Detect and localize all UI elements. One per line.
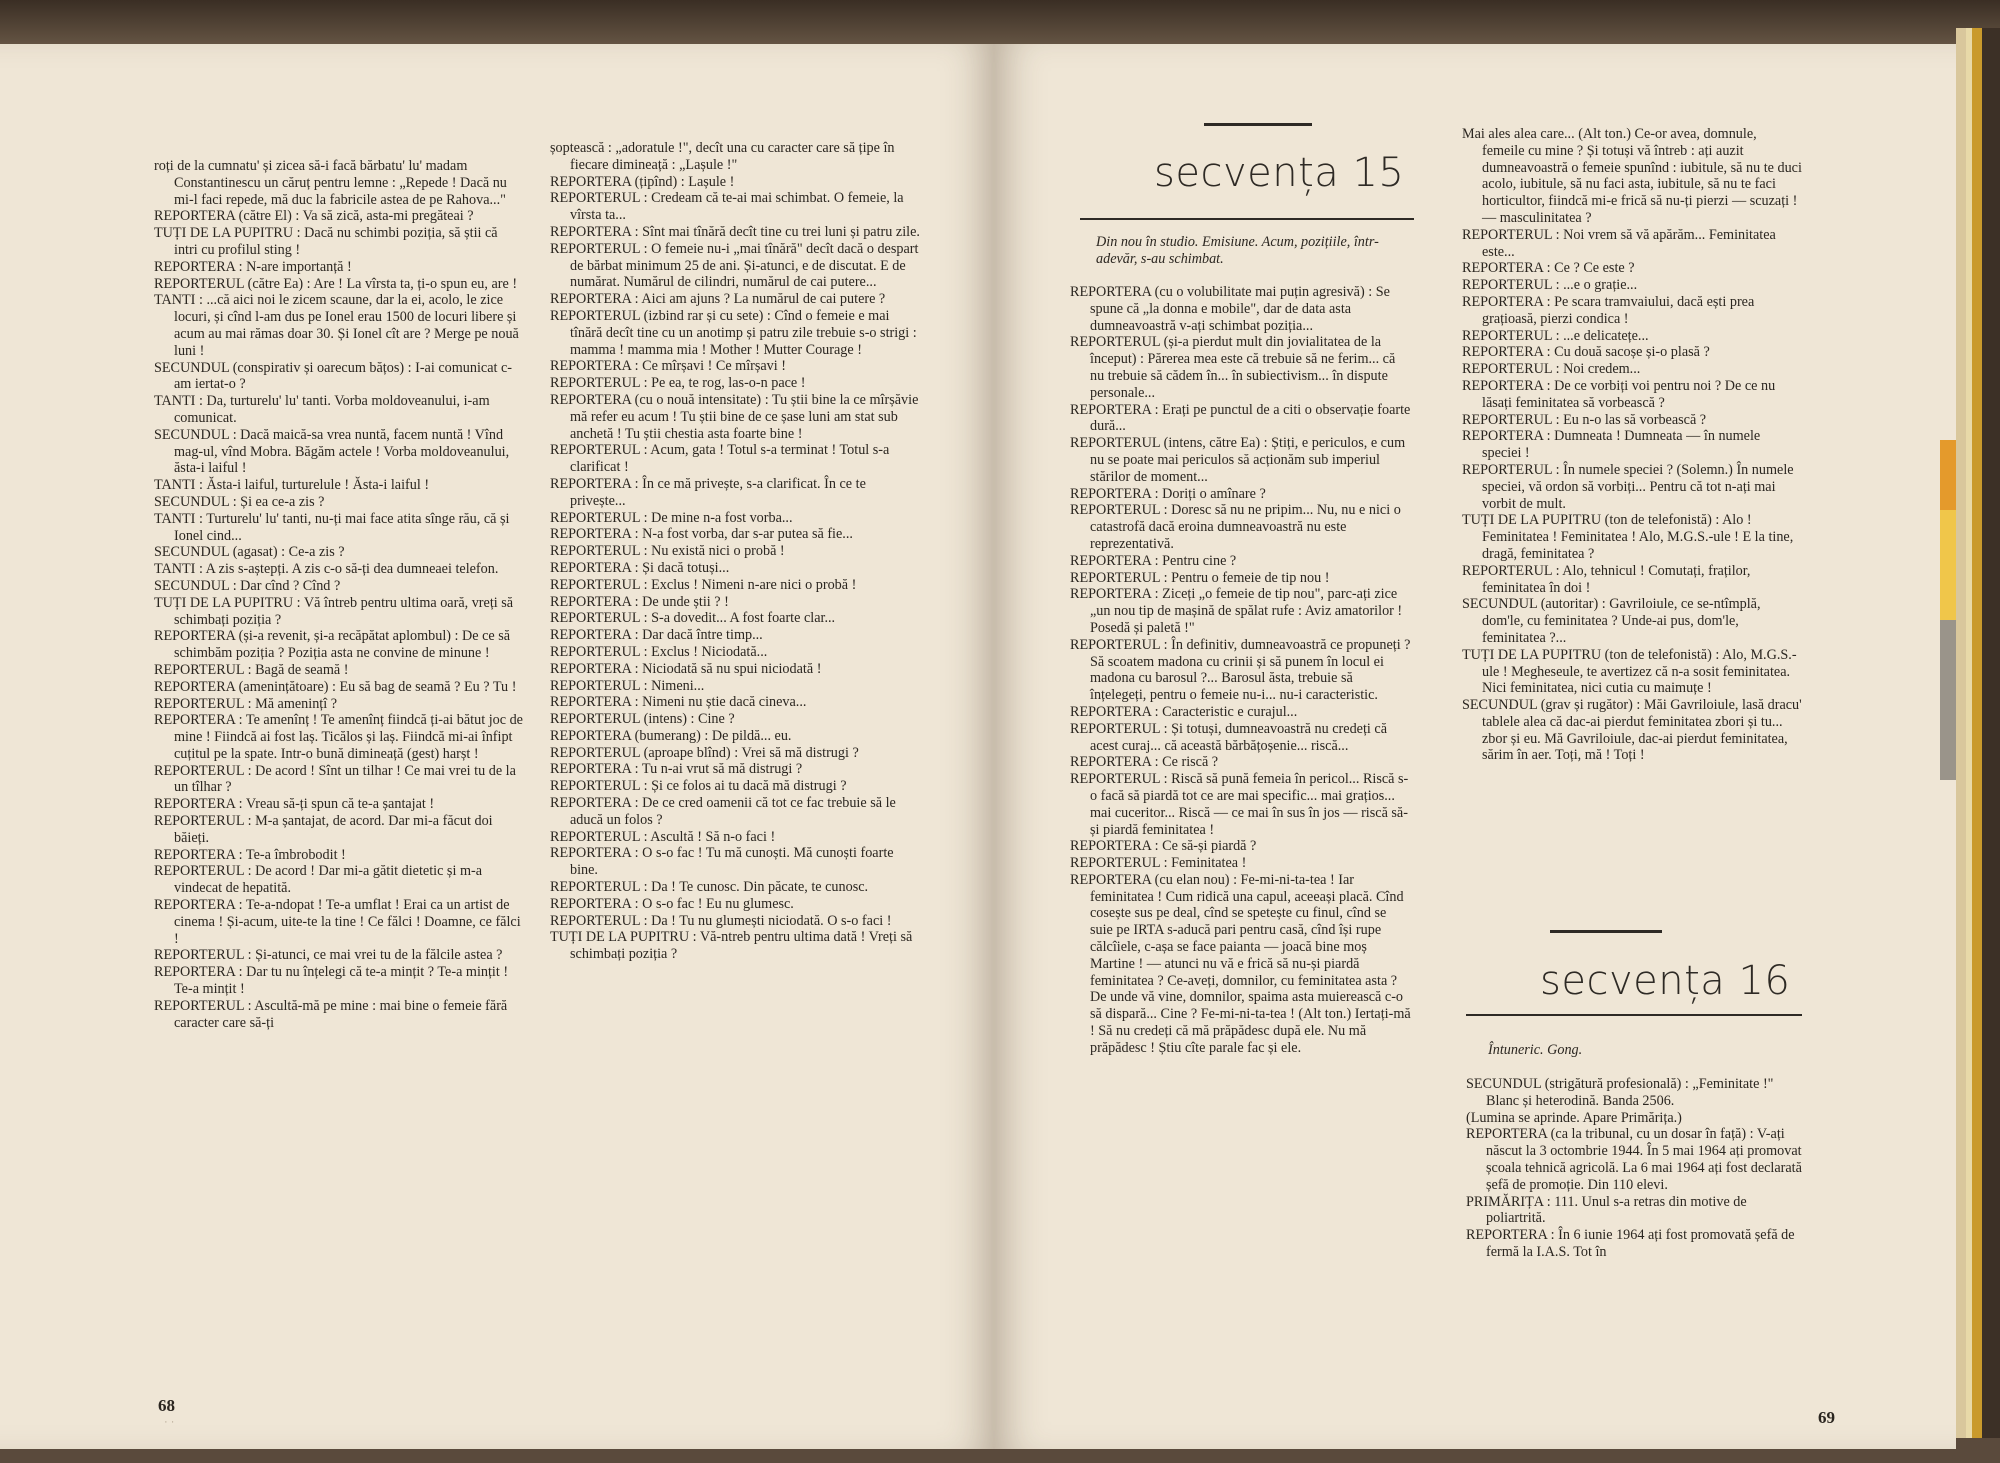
dialogue-line: REPORTERA (cu o volubilitate mai puțin agresivă) : Se spune că „la donna e mobile", dar de data asta dumneavoastră v-ați schimbat poziția... [1070,284,1390,334]
dialogue-line: REPORTERA : Dar tu nu înțelegi că te-a mințit ? Te-a mințit ! Te-a mințit ! [154,964,509,998]
dialogue-line: TUȚI DE LA PUPITRU : Vă întreb pentru ultima oară, vreți să schimbați poziția ? [154,594,514,628]
dialogue-line: REPORTERA : N-a fost vorba, dar s-ar putea să fie... [550,526,853,543]
color-tab-yellow [1940,510,1956,620]
dialogue-line: REPORTERUL (către Ea) : Are ! La vîrsta ta, ți-o spun eu, are ! [154,275,518,292]
dialogue-line: REPORTERUL : Pe ea, te rog, las-o-n pace ! [550,375,806,392]
dialogue-line: REPORTERUL : Nu există nici o probă ! [550,543,785,560]
dialogue-line: REPORTERUL : Și totuși, dumneavoastră nu credeți că acest curaj... că această bărbățoșenie... riscă... [1070,720,1387,754]
seq15-intro: Din nou în studio. Emisiune. Acum, pozițiile, într-adevăr, s-au schimbat. [1096,234,1379,267]
dialogue-line: REPORTERA : Și dacă totuși... [550,559,730,576]
seq16-text [1466,1076,1802,1261]
dialogue-line: TANTI : ...că aici noi le zicem scaune, dar la ei, acolo, le zice locuri, și cînd l-am dus pe Ionel erau 1500 de locuri libere și acum au mai rămas doar 30. Și Ionel cît are ? Merge pe nouă luni ! [154,292,519,359]
dialogue-line: REPORTERA : Pe scara tramvaiului, dacă ești prea grațioasă, pierzi condica ! [1462,293,1755,327]
dialogue-line: REPORTERA : Vreau să-ți spun că te-a șantajat ! [154,796,435,813]
dialogue-line: REPORTERUL : Alo, tehnicul ! Comutați, fraților, feminitatea în doi ! [1462,562,1751,596]
bookmark-ribbon [1972,28,1982,1438]
dialogue-line: REPORTERUL : Ascultă ! Să n-o faci ! [550,828,776,845]
dialogue-line: REPORTERA (țipînd) : Lașule ! [550,173,735,190]
seq16-intro: Întuneric. Gong. [1488,1042,1583,1058]
dialogue-line: REPORTERA : Sînt mai tînără decît tine cu trei luni și patru zile. [550,223,920,240]
seq15-heading: secvența 15 [1154,150,1405,196]
dialogue-line: REPORTERUL : Da ! Te cunosc. Din păcate, te cunosc. [550,879,869,896]
dialogue-line: REPORTERA (cu o nouă intensitate) : Tu știi bine la ce mîrșăvie mă refer eu acum ! Tu știi bine de ce șase luni am stat sub anchetă ! Tu știi chestia asta foarte bine ! [550,391,919,442]
right-column-1 [1070,284,1412,1057]
dialogue-line: (Lumina se aprinde. Apare Primărița.) [1466,1109,1682,1126]
dialogue-line: REPORTERUL : Credeam că te-ai mai schimbat. O femeie, la vîrsta ta... [550,190,904,224]
dialogue-line: REPORTERUL (aproape blînd) : Vrei să mă distrugi ? [550,744,859,761]
dialogue-line: REPORTERA : De ce vorbiți voi pentru noi ? De ce nu lăsați feminitatea să vorbească ? [1462,377,1776,411]
dialogue-line: REPORTERUL : Eu n-o las să vorbească ? [1462,411,1707,428]
dialogue-line: REPORTERA : Te-a îmbrobodit ! [154,846,346,863]
dialogue-line: REPORTERA (către El) : Va să zică, asta-mi pregăteai ? [154,208,474,225]
dialogue-line: SECUNDUL (grav și rugător) : Măi Gavriloiule, lasă dracu' tablele alea că dac-ai pierdut feminitatea zbori și tu... zbor și eu. Mă Gavriloiule, dac-ai pierdut feminitatea, sărim în aer. Toți, mă ! Toți ! [1462,697,1802,764]
dialogue-line: REPORTERUL : Pentru o femeie de tip nou ! [1070,569,1330,586]
dialogue-line: PRIMĂRIȚA : 111. Unul s-a retras din motive de poliartrită. [1466,1193,1747,1227]
dialogue-line: REPORTERUL : M-a șantajat, de acord. Dar mi-a făcut doi băieți. [154,813,493,846]
dialogue-line: SECUNDUL : Dar cînd ? Cînd ? [154,577,341,594]
dialogue-line: REPORTERUL : Acum, gata ! Totul s-a terminat ! Totul s-a clarificat ! [550,442,890,476]
dialogue-line: REPORTERA : De unde știi ? ! [550,593,729,610]
color-tab-orange [1940,440,1956,510]
dialogue-line: TANTI : Da, turturelu' lu' tanti. Vorba moldoveanului, i-am comunicat. [154,393,490,426]
dialogue-line: REPORTERUL : Bagă de seamă ! [154,661,349,678]
dialogue-line: REPORTERUL : Riscă să pună femeia în pericol... Riscă s-o facă să piardă tot ce are mai specific... mai grațios... mai cuceritor... Riscă — ce mai în sus în jos — riscă să-și piardă feminitatea ! [1070,771,1409,838]
dialogue-line: SECUNDUL (conspirativ și oarecum bățos) : I-ai comunicat c-am iertat-o ? [154,359,512,393]
dialogue-line: TANTI : Ăsta-i laiful, turturelule ! Ăsta-i laiful ! [154,477,430,494]
page-edges [1956,28,1966,1438]
dialogue-line: REPORTERUL : În numele speciei ? (Solemn.) În numele speciei, vă ordon să vorbiți... Pentru că tot n-ați mai vorbit de mult. [1462,461,1794,512]
dialogue-line: REPORTERUL : Și-atunci, ce mai vrei tu de la fălcile astea ? [154,947,503,964]
dialogue-line: REPORTERA (și-a revenit, și-a recăpătat aplombul) : De ce să schimbăm poziția ? Poziția asta ne convine de minune ! [154,628,511,662]
dialogue-line: REPORTERA : Ce mîrșavi ! Ce mîrșavi ! [550,358,786,375]
seq16-underline [1466,1014,1802,1016]
print-smudge: · · [164,1416,175,1428]
dialogue-line: șoptească : „adoratule !", decît una cu caracter care să țipe în fiecare dimineață : „Lașule !" [550,140,895,173]
dialogue-line: REPORTERUL : În definitiv, dumneavoastră ce propuneți ? Să scoatem madona cu crinii și să punem în locul ei madona cu barosul ?... Barosul ăsta, trebuie să înțelegeți, pentru o femeie nu-i... nu-i caracteristic. [1070,636,1411,704]
dialogue-line: REPORTERA : Aici am ajuns ? La numărul de cai putere ? [550,291,886,308]
dialogue-line: REPORTERA : Dar dacă între timp... [550,627,763,644]
dialogue-line: TUȚI DE LA PUPITRU : Dacă nu schimbi poziția, să știi că intri cu profilul sting ! [154,225,498,258]
dialogue-line: SECUNDUL (strigătură profesională) : „Feminitate !" Blanc și heterodină. Banda 2506. [1466,1076,1774,1109]
dialogue-line: REPORTERUL : De acord ! Dar mi-a gătit dietetic și m-a vindecat de hepatită. [154,863,482,897]
seq15-rule [1204,123,1312,126]
dialogue-line: REPORTERA (amenințătoare) : Eu să bag de seamă ? Eu ? Tu ! [154,678,517,695]
book-cover-edge [1982,28,2000,1438]
seq16-heading: secvența 16 [1540,958,1791,1004]
dialogue-line: REPORTERUL : Noi credem... [1462,361,1641,378]
dialogue-line: REPORTERA : În ce mă privește, s-a clarificat. În ce te privește... [550,475,866,509]
dialogue-line: REPORTERA : Erați pe punctul de a citi o observație foarte dură... [1070,401,1411,435]
dialogue-line: SECUNDUL (agasat) : Ce-a zis ? [154,544,345,561]
dialogue-line: REPORTERA : De ce cred oamenii că tot ce fac trebuie să le aducă un folos ? [550,795,896,828]
page-number-right: 69 [1818,1408,1835,1427]
dialogue-line: REPORTERUL : Da ! Tu nu glumești niciodată. O s-o faci ! [550,912,892,929]
dialogue-line: roți de la cumnatu' și zicea să-i facă bărbatu' lu' madam Constantinescu un căruț pentru lemne : „Repede ! Dacă nu mi-l faci repede, mă duc la fabricile astea de pe Rahova..." [154,158,507,208]
dialogue-line: TUȚI DE LA PUPITRU (ton de telefonistă) : Alo ! Feminitatea ! Feminitatea ! Alo, M.G.S.-ule ! E la tine, dragă, feminitatea ? [1462,512,1794,562]
dialogue-line: REPORTERUL : Exclus ! Niciodată... [550,643,768,660]
dialogue-line: REPORTERA : Ce să-și piardă ? [1070,838,1257,855]
page-number-left: 68 [158,1396,175,1415]
dialogue-line: REPORTERUL : Mă amenințî ? [154,695,338,712]
dialogue-line: REPORTERA : Cu două sacoșe și-o plasă ? [1462,344,1710,361]
dialogue-line: REPORTERA (cu elan nou) : Fe-mi-ni-ta-tea ! Iar feminitatea ! Cum ridică una capul, aceeași placă. Cînd cosește sus pe deal, cînd se spetește cu finul, cînd se suie pe IRTA s-aducă pari pentru casă, cînd își rupe călcîiele, c-așa se face paianta — joacă bine moș Martine ! — atunci nu vă e frică să nu-și piardă feminitatea ? Ce-aveți, domnilor, cu feminitatea asta ? De unde vă vine, domnilor, spaima asta muierească c-o să dispară... Cine ? Fe-mi-ni-ta-tea ! (Alt ton.) Iertați-mă ! Să nu credeți că mă prăpădesc după ele. Nu mă prăpădesc ! Știu cîte parale fac și ele. [1070,871,1411,1056]
dialogue-line: REPORTERUL : ...e o grație... [1462,277,1638,294]
seq15-underline [1080,218,1414,220]
dialogue-line: REPORTERA : Ce ? Ce este ? [1462,260,1635,277]
dialogue-line: REPORTERUL (intens, către Ea) : Știți, e periculos, e cum nu se poate mai periculos să acționăm sub imperiul stărilor de moment... [1070,435,1406,485]
dialogue-line: REPORTERUL : Și ce folos ai tu dacă mă distrugi ? [550,778,847,795]
dialogue-line: TANTI : A zis s-aștepți. A zis c-o să-ți dea dumneaei telefon. [154,561,499,578]
dialogue-line: SECUNDUL : Și ea ce-a zis ? [154,493,325,510]
dialogue-line: REPORTERA : Ziceți „o femeie de tip nou", parc-ați zice „un nou tip de mașină de spălat rufe : Aviz amatorilor ! Posedă și paletă !" [1070,586,1403,636]
dialogue-line: REPORTERA : Tu n-ai vrut să mă distrugi ? [550,761,803,778]
dialogue-line: REPORTERA : Caracteristic e curajul... [1070,703,1298,720]
left-page [0,44,994,1449]
left-column-1 [154,158,524,1031]
dialogue-line: REPORTERUL : Nimeni... [550,677,705,694]
dialogue-line: REPORTERA : N-are importanță ! [154,258,352,275]
right-column-2 [1462,126,1802,764]
dialogue-line: REPORTERUL : ...e delicatețe... [1462,327,1649,344]
dialogue-line: REPORTERA : Te-a-ndopat ! Te-a umflat ! Erai ca un artist de cinema ! Și-acum, uite-te la tine ! Ce fălci ! Doamne, ce fălci ! [154,897,521,947]
dialogue-line: REPORTERA : Nimeni nu știe dacă cineva... [550,694,807,711]
dialogue-line: REPORTERA : Pentru cine ? [1070,552,1237,569]
dialogue-line: REPORTERA (bumerang) : De pildă... eu. [550,727,792,744]
dialogue-line: REPORTERUL : De acord ! Sînt un tilhar ! Ce mai vrei tu de la un tîlhar ? [154,762,516,796]
dialogue-line: TUȚI DE LA PUPITRU (ton de telefonistă) : Alo, M.G.S.-ule ! Megheseule, te avertizez că n-a sosit feminitatea. Nici feminitatea, nici cutia cu maimuțe ! [1462,646,1797,697]
dialogue-line: REPORTERUL : S-a dovedit... A fost foarte clar... [550,610,836,627]
dialogue-line: REPORTERUL : Exclus ! Nimeni n-are nici o probă ! [550,576,857,593]
left-column-2 [550,140,922,963]
dialogue-line: REPORTERUL : Ascultă-mă pe mine : mai bine o femeie fără caracter care să-ți [154,997,508,1031]
dialogue-line: REPORTERA : În 6 iunie 1964 ați fost promovată șefă de fermă la I.A.S. Tot în [1466,1227,1795,1260]
color-tab-gray [1940,620,1956,780]
dialogue-line: REPORTERA : Ce riscă ? [1070,754,1219,771]
dialogue-line: REPORTERA : Doriți o amînare ? [1070,485,1266,502]
dialogue-line: REPORTERUL : O femeie nu-i „mai tînără" decît dacă o despart de bărbat minimum 25 de ani. Și-atunci, e de discutat. E de numărat. Numărul de cilindri, numărul de cai putere... [550,240,919,291]
dialogue-line: TANTI : Turturelu' lu' tanti, nu-ți mai face atita sînge rău, că și Ionel cind... [154,510,510,544]
right-page [994,44,1956,1449]
dialogue-line: REPORTERUL (izbind rar și cu sete) : Cînd o femeie e mai tînără decît tine cu un anotimp și patru zile trebuie s-o strigi : mamma ! mamma mia ! Mother ! Mutter Courage ! [550,307,917,358]
dialogue-line: SECUNDUL : Dacă maică-sa vrea nuntă, facem nuntă ! Vînd mag-ul, vînd Mobra. Băgăm actele ! Vorba moldoveanului, ăsta-i laiful ! [154,426,510,477]
dialogue-line: REPORTERUL : Noi vrem să vă apărăm... Feminitatea este... [1462,226,1776,260]
dialogue-line: REPORTERUL : Feminitatea ! [1070,855,1247,872]
dialogue-line: REPORTERA (ca la tribunal, cu un dosar în față) : V-ați născut la 3 octombrie 1944. În 5 mai 1964 ați promovat școala tehnică agricolă. La 6 mai 1964 ați fost declarată șefă de promoție. Din 110 elevi. [1466,1126,1802,1193]
dialogue-line: REPORTERUL (intens) : Cine ? [550,711,735,728]
dialogue-line: REPORTERUL (și-a pierdut mult din jovialitatea de la început) : Părerea mea este că trebuie să ne ferim... că nu trebuie să cădem în... în subiectivism... în dispute personale... [1070,334,1396,401]
dialogue-line: REPORTERA : Dumneata ! Dumneata — în numele speciei ! [1462,428,1761,462]
dialogue-line: REPORTERUL : Doresc să nu ne pripim... Nu, nu e nici o catastrofă dacă eroina dumneavoastră nu este reprezentativă. [1070,502,1401,552]
dialogue-line: Mai ales alea care... (Alt ton.) Ce-or avea, domnule, femeile cu mine ? Și totuși vă întreb : ați auzit dumneavoastră o femeie spunînd : iubitule, să nu te duci acolo, iubitule, să nu faci asta, iubitule, să nu te faci horticultor, fiindcă mi-e frică să nu-ți pierzi — scuzați ! — masculinitatea ? [1462,126,1802,226]
dialogue-line: REPORTERA : Niciodată să nu spui niciodată ! [550,660,822,677]
dialogue-line: REPORTERUL : De mine n-a fost vorba... [550,509,793,526]
dialogue-line: TUȚI DE LA PUPITRU : Vă-ntreb pentru ultima dată ! Vreți să schimbați poziția ? [550,929,913,963]
dialogue-line: REPORTERA : O s-o fac ! Tu mă cunoști. Mă cunoști foarte bine. [550,845,894,879]
dialogue-line: REPORTERA : Te amenînț ! Te amenînț fiindcă ți-ai bătut joc de mine ! Fiindcă ai fost laș. Ticălos și laș. Fiindcă mi-ai înfipt cuțitul pe la spate. Intr-o bună dimineață (gest) harșt ! [154,712,523,762]
dialogue-line: REPORTERA : O s-o fac ! Eu nu glumesc. [550,895,794,912]
seq16-rule [1550,930,1662,933]
dialogue-line: SECUNDUL (autoritar) : Gavriloiule, ce se-ntîmplă, dom'le, cu feminitatea ? Unde-ai pus, dom'le, feminitatea ?... [1462,596,1761,646]
